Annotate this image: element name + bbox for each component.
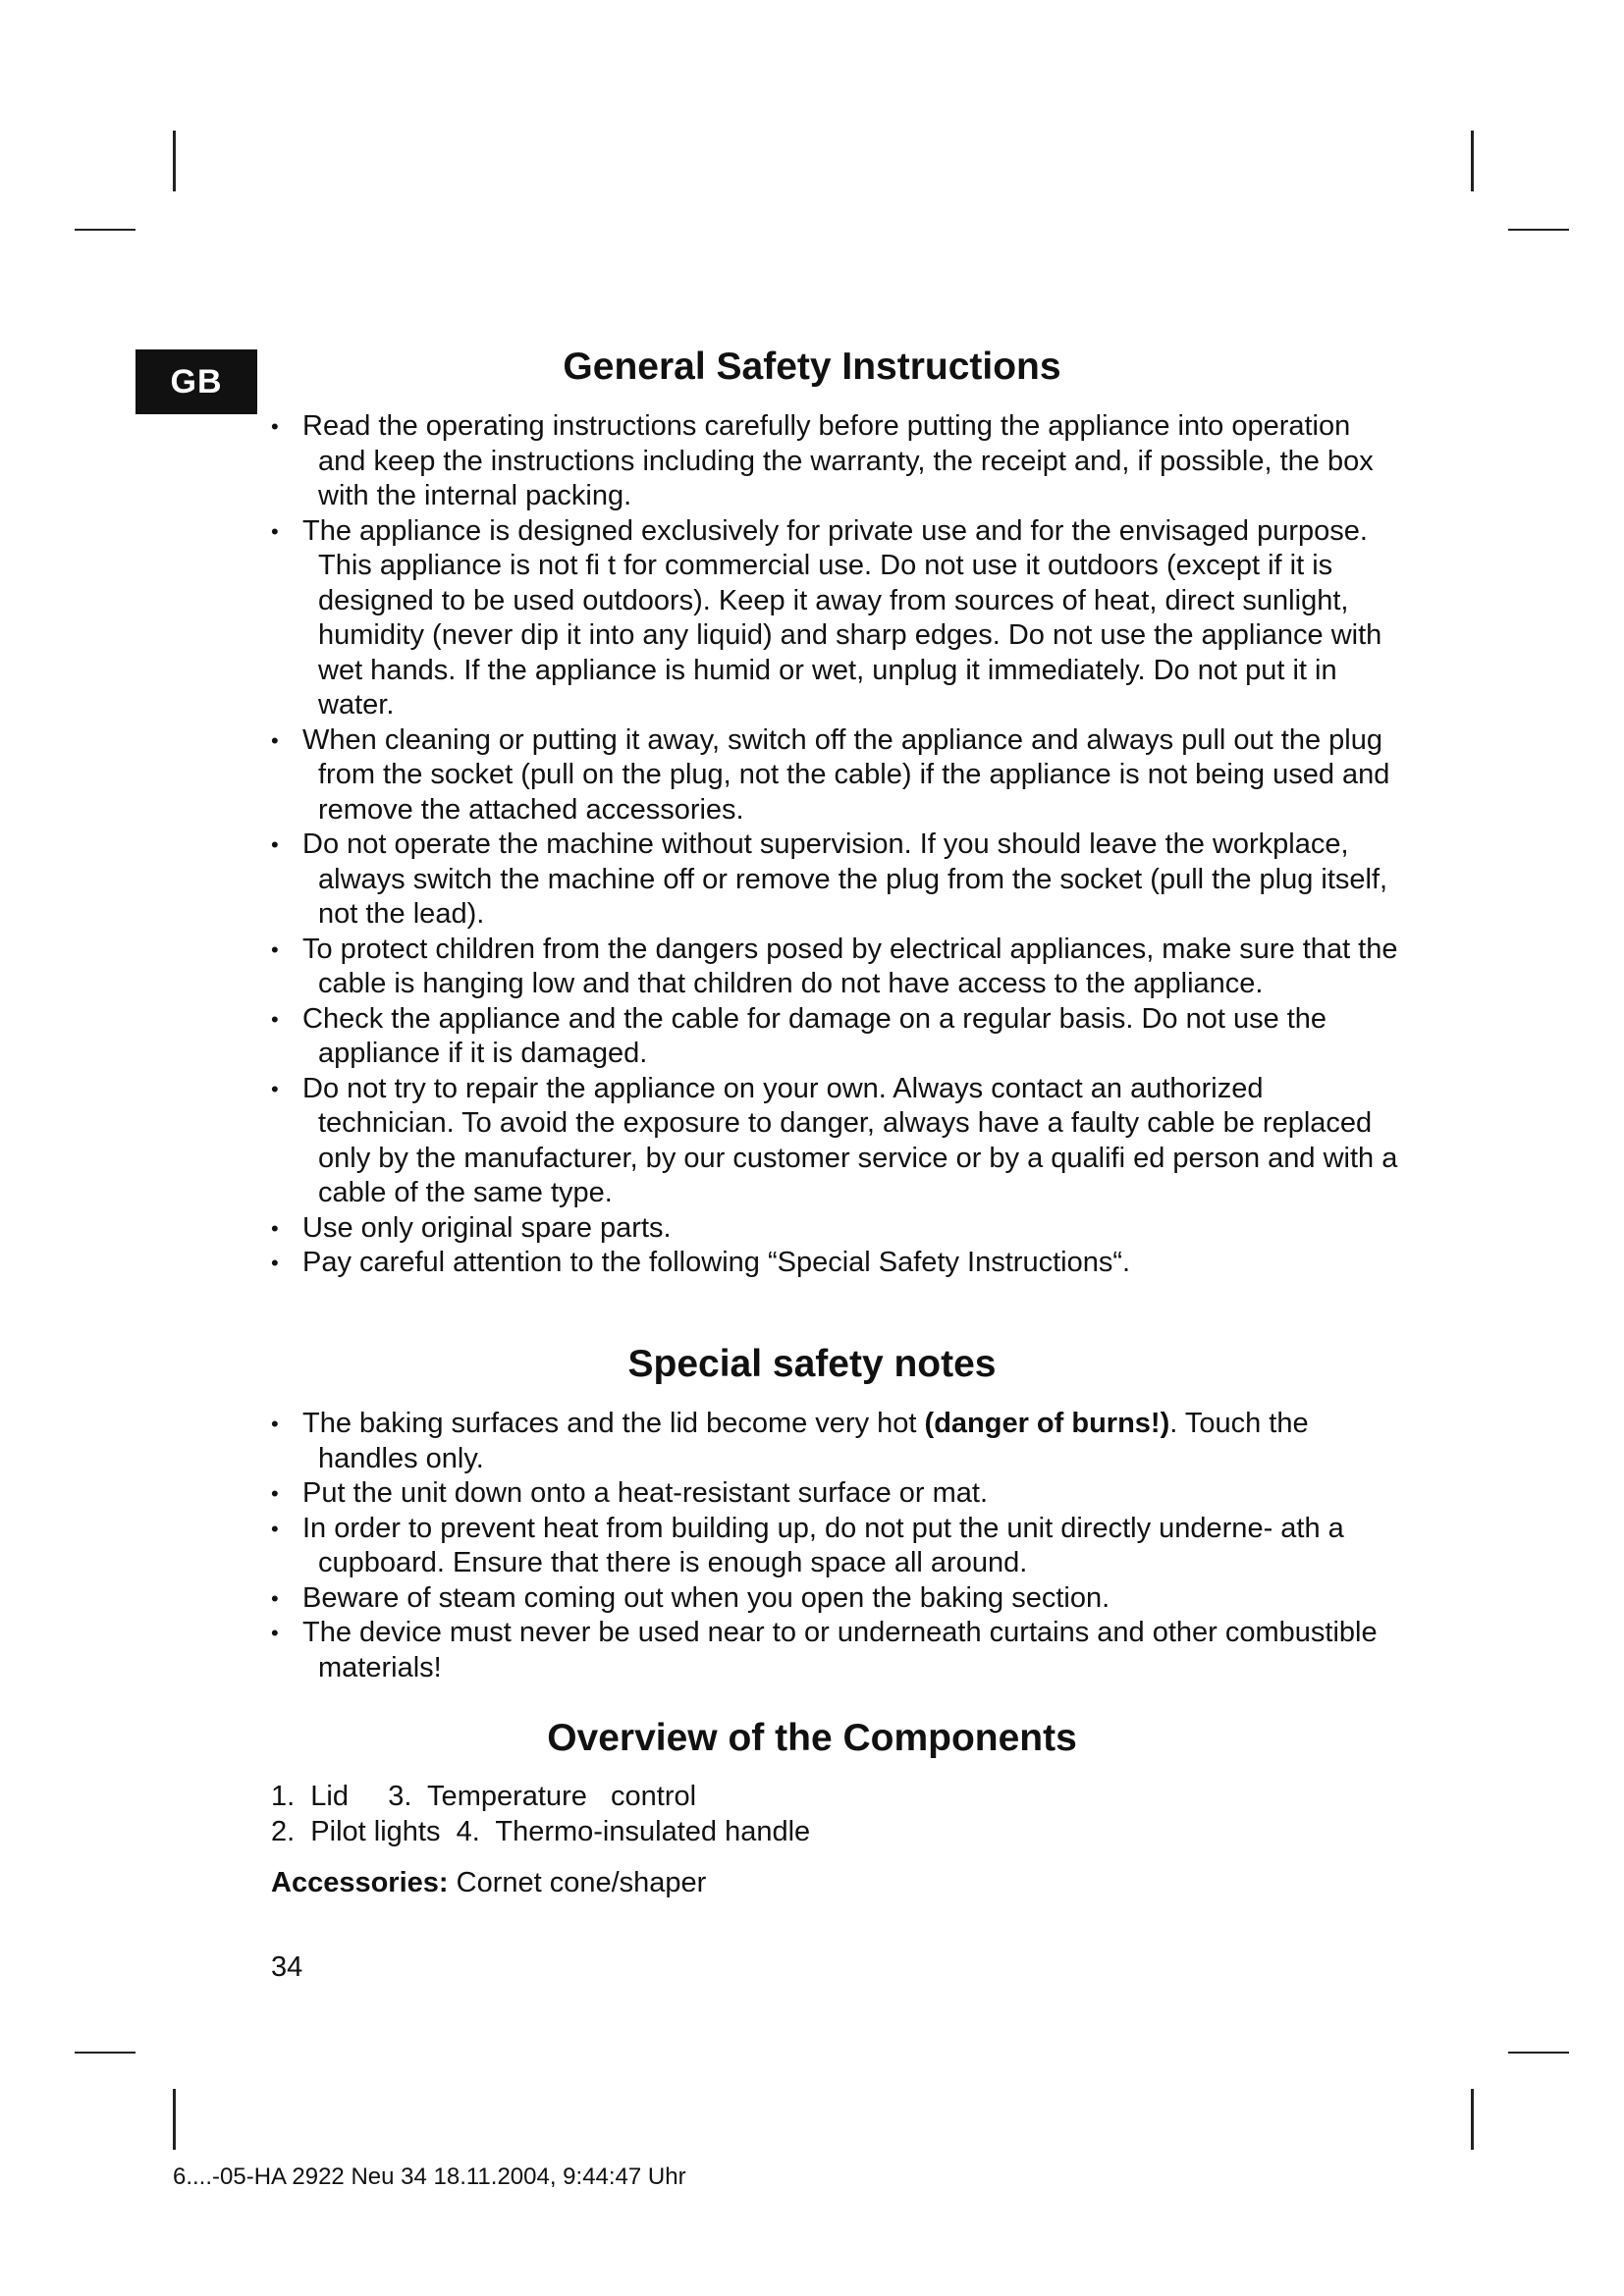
components-line-2: 2. Pilot lights 4. Thermo-insulated handle [271,1816,811,1847]
danger-warning: (danger of burns!) [924,1408,1170,1439]
special-safety-title: Special safety notes [627,1343,997,1385]
list-item [271,1407,1400,1476]
crop-mark [173,2089,176,2150]
crop-mark [1471,131,1474,191]
crop-mark [75,229,135,231]
crop-mark [75,2052,135,2054]
list-item: • Put the unit down onto a heat-resistant surface or mat. [271,1476,1400,1512]
accessories [271,1867,706,1899]
list-item: • Beware of steam coming out when you open the baking section. [271,1581,1400,1617]
list-item: • To protect children from the dangers posed by electrical appliances, make sure that the cable is hanging low and that children do not have access to the appliance. [271,933,1400,1002]
crop-mark [173,131,176,191]
accessories-label: Accessories: [271,1867,449,1898]
accessories-value: Cornet cone/shaper [448,1867,707,1898]
special-safety-list [271,1407,1400,1685]
crop-mark [1508,2052,1569,2054]
print-footer: 6....-05-HA 2922 Neu 34 18.11.2004, 9:44:47 Uhr [173,2163,686,2190]
list-item-text: The baking surfaces and the lid become very hot [302,1408,925,1439]
list-item: • Use only original spare parts. [271,1211,1400,1247]
language-tab: GB [135,349,257,414]
list-item: • Pay careful attention to the following “Special Safety Instructions“. [271,1246,1400,1281]
list-item: • Read the operating instructions carefully before putting the appliance into operation and keep the instructions including the warranty, the receipt and, if possible, the box with the internal packing. [271,409,1400,514]
crop-mark [1471,2089,1474,2150]
list-item: • Check the appliance and the cable for damage on a regular basis. Do not use the appliance if it is damaged. [271,1002,1400,1072]
list-item: • Do not operate the machine without supervision. If you should leave the workplace, always switch the machine off or remove the plug from the socket (pull the plug itself, not the lead). [271,828,1400,933]
list-item: • In order to prevent heat from building up, do not put the unit directly underne- ath a cupboard. Ensure that there is enough space all around. [271,1512,1400,1581]
page-number: 34 [271,1951,303,1983]
list-item: • When cleaning or putting it away, switch off the appliance and always pull out the plug from the socket (pull on the plug, not the cable) if the appliance is not being used and remove the attached accessories. [271,723,1400,828]
list-item: • The device must never be used near to or underneath curtains and other combustible materials! [271,1616,1400,1685]
crop-mark [1508,229,1569,231]
components-line-1: 1. Lid 3. Temperature control [271,1781,697,1812]
general-safety-title: General Safety Instructions [563,346,1061,388]
list-item: • Do not try to repair the appliance on your own. Always contact an authorized technician. To avoid the exposure to danger, always have a faulty cable be replaced only by the manufacturer, by our customer service or by a qualifi ed person and with a cable of the same type. [271,1072,1400,1211]
general-safety-list [271,409,1400,1281]
list-item-text: . Touch the handles only. [318,1408,1309,1474]
overview-title: Overview of the Components [547,1717,1077,1759]
list-item: • The appliance is designed exclusively for private use and for the envisaged purpose. This appliance is not fi t for commercial use. Do not use it outdoors (except if it is designed to be used outdoors). Keep it away from sources of heat, direct sunlight, humidity (never dip it into any liquid) and sharp edges. Do not use the appliance with wet hands. If the appliance is humid or wet, unplug it immediately. Do not put it in water. [271,514,1400,723]
